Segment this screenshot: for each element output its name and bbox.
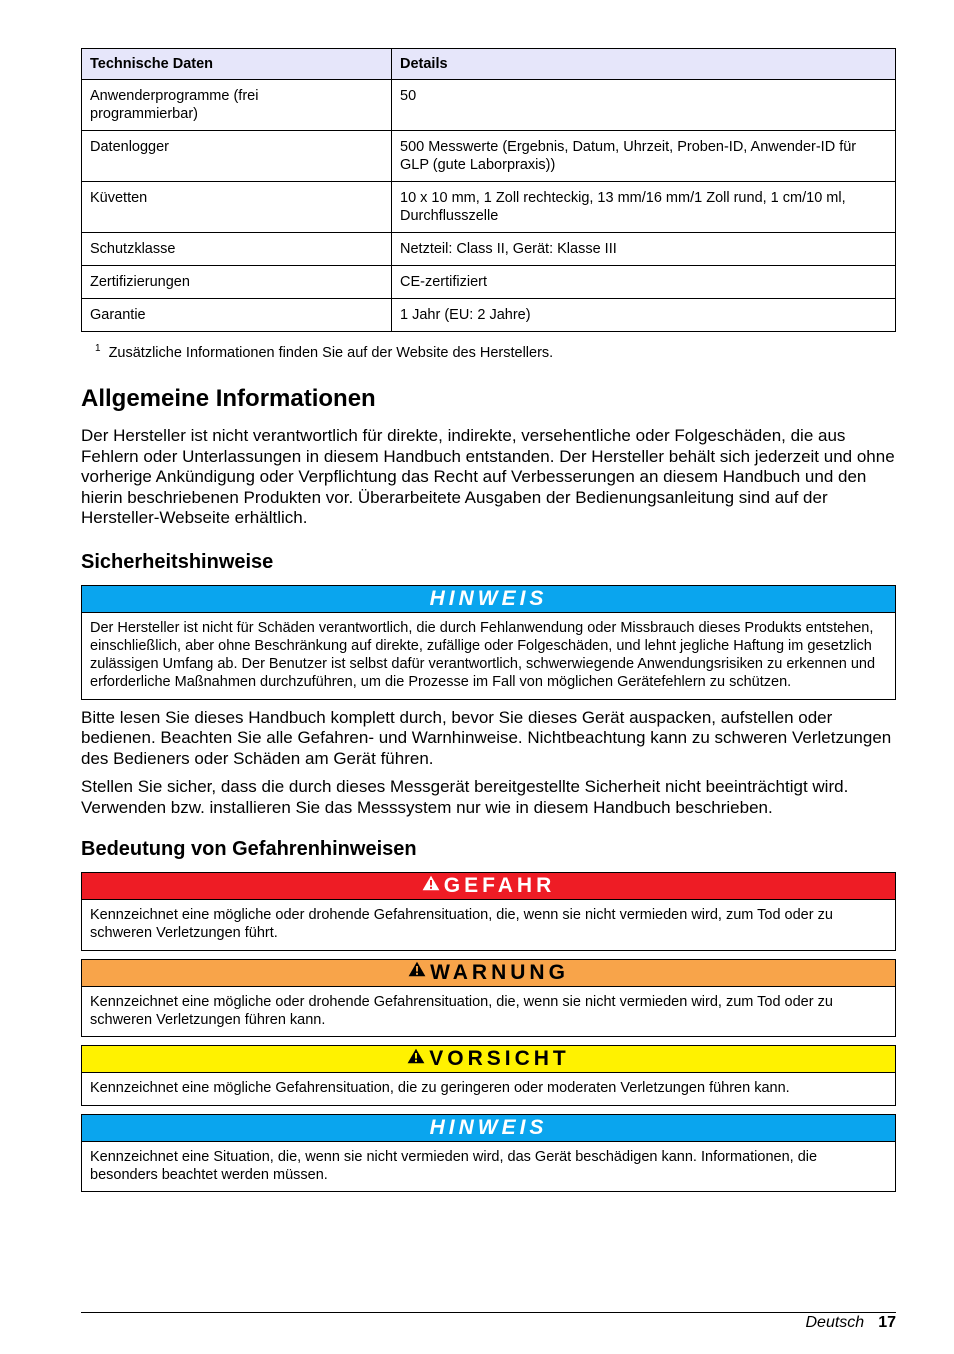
table-cell: Datenlogger	[82, 131, 392, 182]
notice-text: Kennzeichnet eine Situation, die, wenn sie nicht vermieden wird, das Gerät beschädigen kann. Informationen, die besonders beachtet werden müssen.	[90, 1148, 818, 1183]
safety-paragraph-1: Bitte lesen Sie dieses Handbuch komplett durch, bevor Sie dieses Gerät auspacken, aufstellen oder bedienen. Beachten Sie alle Gefahren- und Warnhinweise. Nichtbeachtung kann zu schweren Verletzungen des Bedieners oder Schäden am Gerät führen.	[81, 707, 892, 768]
general-paragraph: Der Hersteller ist nicht verantwortlich für direkte, indirekte, versehentliche oder Folgeschäden, die aus Fehlern oder Unterlassungen in diesem Handbuch entstanden. Der Hersteller behält sich jederzeit und ohne vorherige Ankündigung oder Verpflichtung das Recht auf Verbesserungen an diesem Handbuch und den hierin beschriebenen Produkten vor. Überarbeitete Ausgaben der Bedienungsanleitung sind auf der Hersteller-Webseite erhältlich.	[81, 426, 895, 527]
page-footer	[81, 1312, 896, 1331]
table-cell: 10 x 10 mm, 1 Zoll rechteckig, 13 mm/16 mm/1 Zoll rund, 1 cm/10 ml, Durchflusszelle	[392, 182, 896, 233]
table-row	[82, 131, 896, 182]
caution-text: Kennzeichnet eine mögliche Gefahrensituation, die zu geringeren oder moderaten Verletzungen führen kann.	[90, 1080, 790, 1097]
notice-header: HINWEIS	[82, 586, 895, 613]
table-cell: Küvetten	[82, 182, 392, 233]
table-cell: CE-zertifiziert	[392, 266, 896, 299]
table-row	[82, 80, 896, 131]
table-footnote	[95, 344, 896, 362]
section-title-hazard: Bedeutung von Gefahrenhinweisen	[81, 838, 417, 861]
table-cell: Schutzklasse	[82, 233, 392, 266]
notice-box-hazard	[81, 1114, 896, 1193]
warning-triangle-icon	[408, 958, 426, 984]
table-cell: 50	[392, 80, 896, 131]
section-title-safety: Sicherheitshinweise	[81, 550, 274, 573]
table-cell: Anwenderprogramme (frei programmierbar)	[82, 80, 392, 131]
warning-label: WARNUNG	[430, 960, 569, 984]
page-content	[81, 48, 896, 1192]
notice-box-safety	[81, 585, 896, 700]
footnote-mark: 1	[95, 343, 101, 354]
notice-text: Der Hersteller ist nicht für Schäden verantwortlich, die durch Fehlanwendung oder Missbrauch dieses Produkts entstehen, einschließlich, aber ohne Beschränkung auf direkte, zufällige oder Folgeschäden, und lehnt jegliche Haftung im gesetzlich zulässigen Umfang ab. Der Benutzer ist selbst dafür verantwortlich, schwerwiegende Anwendungsrisiken zu erkennen und erforderliche Maßnahmen durchzuführen, um die Prozesse im Fall von möglichen Gerätefehlern zu schützen.	[90, 619, 876, 691]
caution-header	[82, 1046, 895, 1073]
safety-paragraph-2: Stellen Sie sicher, dass die durch dieses Messgerät bereitgestellte Sicherheit nicht beeinträchtigt wird. Verwenden bzw. installieren Sie das Messsystem nur wie in diesem Handbuch beschrieben.	[81, 777, 849, 817]
danger-box	[81, 872, 896, 951]
table-cell: Garantie	[82, 299, 392, 332]
footer-language: Deutsch	[805, 1314, 865, 1331]
warning-triangle-icon	[422, 872, 440, 898]
warning-triangle-icon	[407, 1045, 425, 1071]
table-cell: 500 Messwerte (Ergebnis, Datum, Uhrzeit, Proben-ID, Anwender-ID für GLP (gute Laborpraxis))	[392, 131, 896, 182]
table-row	[82, 266, 896, 299]
table-cell: 1 Jahr (EU: 2 Jahre)	[392, 299, 896, 332]
danger-text: Kennzeichnet eine mögliche oder drohende Gefahrensituation, die, wenn sie nicht vermieden wird, zum Tod oder zu schweren Verletzungen führt.	[90, 907, 833, 942]
danger-label: GEFAHR	[443, 874, 556, 898]
warning-header	[82, 960, 895, 987]
notice-header: HINWEIS	[82, 1115, 895, 1142]
column-header: Technische Daten	[82, 49, 392, 80]
table-cell: Zertifizierungen	[82, 266, 392, 299]
warning-box	[81, 959, 896, 1038]
table-row	[82, 182, 896, 233]
warning-text: Kennzeichnet eine mögliche oder drohende Gefahrensituation, die, wenn sie nicht vermieden wird, zum Tod oder zu schweren Verletzungen führen kann.	[90, 993, 833, 1029]
column-header: Details	[392, 49, 896, 80]
page-number: 17	[878, 1314, 896, 1331]
caution-label: VORSICHT	[429, 1047, 570, 1071]
caution-box	[81, 1045, 896, 1105]
section-title-general: Allgemeine Informationen	[81, 385, 376, 412]
table-cell: Netzteil: Class II, Gerät: Klasse III	[392, 233, 896, 266]
table-row	[82, 299, 896, 332]
footnote-text: Zusätzliche Informationen finden Sie auf der Website des Herstellers.	[108, 345, 554, 361]
danger-header	[82, 873, 895, 900]
table-header-row	[82, 49, 896, 80]
spec-table	[81, 48, 896, 332]
table-row	[82, 233, 896, 266]
